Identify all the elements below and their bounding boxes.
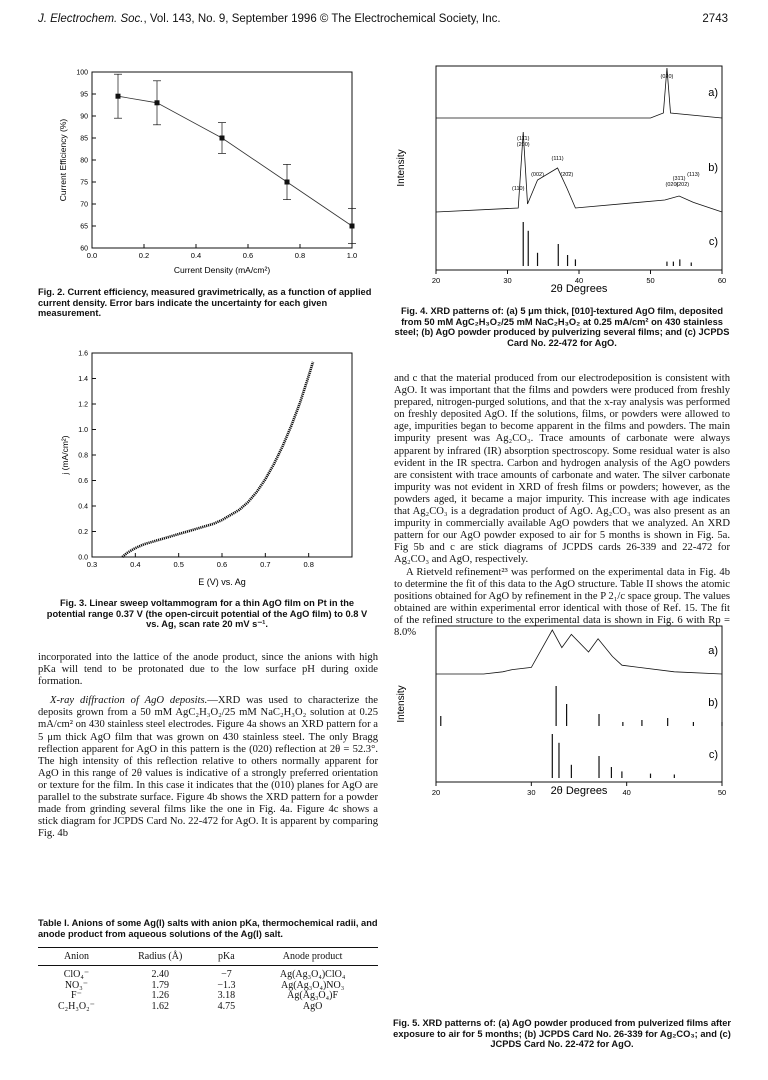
x-tick-label: 40 — [622, 788, 631, 797]
y-tick-label: 75 — [80, 179, 88, 187]
y-tick-label: 0.8 — [78, 452, 88, 460]
table-1-caption: Table I. Anions of some Ag(I) salts with anion pKa, thermochemical radii, and anode product from aqueous solutions of the Ag(I) salt. — [38, 918, 378, 939]
x-tick-label: 30 — [503, 276, 512, 285]
y-tick-label: 95 — [80, 91, 88, 99]
peak-label: (20̄2) — [560, 172, 574, 178]
y-tick-label: 0.4 — [78, 503, 88, 511]
x-axis-label: E (V) vs. Ag — [198, 577, 246, 587]
x-tick-label: 0.5 — [173, 560, 184, 569]
table-1 — [38, 918, 378, 1012]
x-tick-label: 0.6 — [242, 251, 254, 260]
y-tick-label: 0.6 — [78, 478, 88, 485]
x-tick-label: 60 — [717, 276, 727, 285]
y-tick-label: 1.2 — [78, 401, 88, 409]
table-header: Radius (Å) — [115, 948, 206, 966]
fig3-caption: Fig. 3. Linear sweep voltammogram for a thin AgO film on Pt in the potential range 0.37 V (the open-circuit potential of the AgO film) to 0.8 V vs. Ag, scan rate 20 mV s⁻¹. — [46, 598, 368, 630]
series-label: b) — [708, 162, 718, 174]
x-tick-label: 0.7 — [260, 560, 271, 569]
x-tick-label: 50 — [717, 788, 727, 797]
x-tick-label: 0.3 — [86, 560, 98, 569]
y-axis-label: Intensity — [396, 149, 407, 187]
plot-frame — [436, 626, 722, 782]
x-axis-label: 2θ Degrees — [550, 283, 608, 295]
table-row: C₂H₃O₂⁻ 1.62 4.75 AgO — [58, 1000, 323, 1012]
peak-label: (202) — [676, 182, 690, 188]
data-point — [285, 180, 290, 185]
data-point — [155, 100, 160, 105]
x-axis-label: Current Density (mA/cm²) — [173, 265, 271, 275]
table-row: F⁻ 1.26 3.18 Ag(Ag₃O₄)F — [71, 990, 339, 1002]
fig4-chart — [392, 58, 732, 300]
y-tick-label: 1.0 — [78, 427, 88, 434]
plot-frame — [92, 353, 352, 557]
series-label: a) — [708, 645, 718, 657]
pattern-line — [436, 132, 722, 212]
paragraph-xray: X-ray diffraction of AgO deposits.—XRD was used to characterize the deposits grown from a 50 mM AgC₂H₃O₂/25 mM NaC₂H₃O₂ solution at 0.25 mA/cm² on 430 stainless steel electrodes. Figure 4a shows an XRD pattern for a 5 μm thick AgO film that was grown on 430 stainless steel. The only Bragg reflection apparent for AgO in this pattern is the (020) reflection at 2θ = 52.3°. The high intensity of this reflection relative to others normally apparent for AgO in this range of 2θ values is indicative of a strongly preferred orientation or texture for the film. In this case it indicates that the (010) planes for AgO are parallel to the substrate surface. Figure 4b shows the XRD pattern for a powder made from grinding several films like the one in Fig. 4a. Figure 4c shows a stick diagram for JCPDS Card No. 22-472 for AgO. It is apparent by comparing Fig. 4b — [38, 695, 378, 840]
right-column-text — [394, 373, 730, 639]
fig5-caption: Fig. 5. XRD patterns of: (a) AgO powder produced from pulverized films after exposure to air for 5 months; (b) JCPDS Card No. 26-339 for Ag₂CO₃; and (c) JCPDS Card No. 22-472 for AgO. — [393, 1018, 731, 1050]
x-tick-label: 0.8 — [294, 251, 306, 260]
series-label: c) — [708, 749, 718, 761]
x-tick-label: 40 — [574, 276, 584, 285]
y-tick-label: 0.0 — [78, 554, 88, 562]
x-tick-label: 0.4 — [190, 251, 202, 260]
peak-label: (020) — [665, 182, 679, 188]
series-label: c) — [708, 236, 718, 248]
y-tick-label: 1.4 — [78, 376, 88, 383]
series-label: b) — [708, 697, 718, 709]
data-point — [116, 94, 121, 99]
peak-label: (002) — [531, 172, 544, 178]
y-tick-label: 80 — [80, 157, 88, 165]
table-row: NO₃⁻ 1.79 −1.3 Ag(Ag₃O₄)NO₃ — [64, 979, 345, 991]
peak-label: (113) — [687, 172, 700, 178]
y-tick-label: 70 — [80, 201, 88, 209]
y-tick-label: 65 — [80, 223, 88, 231]
x-tick-label: 1.0 — [346, 251, 358, 260]
fig2-chart — [52, 62, 372, 284]
paragraph-impurities: and c that the material produced from our electrodeposition is consistent with AgO. It was important that the films and powders were produced from freshly prepared, nitrogen-purged solutions, and that the x-ray analysis was performed on freshly deposited AgO. If the solutions, films, or powders were allowed to age, impurities began to become apparent in the films and powders. The main impurity present was Ag₂CO₃. Trace amounts of carbonate were always apparent by infrared (IR) absorption spectroscopy. Some residual water is also evident in the IR spectra. Carbon and hydrogen analysis of the AgO powders are consistent with trace amounts of carbonate and water. The silver carbonate impurity was not evident in XRD of fresh films or powders; however, as the powders aged, it became a major impurity. This increase with age indicates that Ag₂CO₃ is a degradation product of AgO. Ag₂CO₃ was also present as an impurity in commercially available AgO powders that we analyzed. An XRD pattern for our AgO powder exposed to air for 5 months is shown in Fig. 5a. Fig 5b and c are stick diagrams of JCPDS cards 26-339 and 22-472 for Ag₂CO₃ and AgO, respectively. — [394, 373, 730, 566]
x-tick-label: 20 — [431, 788, 441, 797]
pattern-line — [436, 630, 722, 674]
peak-label: (200) — [516, 142, 530, 148]
x-tick-label: 20 — [431, 276, 441, 285]
x-tick-label: 0.6 — [216, 560, 228, 569]
journal-citation: J. Electrochem. Soc., Vol. 143, No. 9, September 1996 © The Electrochemical Society, Inc. — [38, 13, 501, 25]
peak-label: (020) — [660, 74, 674, 80]
data-trace — [122, 362, 313, 557]
y-axis-label: Intensity — [396, 685, 407, 723]
y-tick-label: 60 — [80, 245, 88, 253]
x-tick-label: 0.4 — [130, 560, 141, 569]
y-tick-label: 100 — [76, 69, 88, 77]
left-column-text — [38, 652, 378, 840]
y-tick-label: 1.6 — [78, 350, 88, 358]
y-axis-label: Current Efficiency (%) — [58, 118, 68, 202]
table-header: Anode product — [247, 948, 378, 966]
peak-label: (110) — [512, 186, 525, 192]
peak-label: (11̄1) — [517, 136, 530, 142]
peak-label: (31̄1) — [672, 176, 686, 182]
x-tick-label: 0.2 — [138, 251, 150, 260]
x-tick-label: 50 — [646, 276, 655, 285]
fig3-chart — [52, 345, 372, 593]
peak-label: (111) — [551, 156, 564, 162]
fig4-caption: Fig. 4. XRD patterns of: (a) 5 μm thick, [010]-textured AgO film, deposited from 50 mM AgC₂H₃O₂/25 mM NaC₂H₃O₂ at 0.25 mA/cm² on 430 stainless steel; (b) AgO powder produced by pulverizing several films; and (c) JCPDS Card No. 22-472 for AgO. — [394, 306, 730, 348]
table-header: Anion — [38, 948, 115, 966]
table-header: pKa — [206, 948, 248, 966]
plot-frame — [436, 66, 722, 270]
x-tick-label: 30 — [527, 788, 536, 797]
section-heading-xray: X-ray diffraction of AgO deposits. — [50, 695, 208, 707]
pattern-line — [436, 68, 722, 118]
y-tick-label: 85 — [80, 135, 88, 143]
table-row: ClO₄⁻ 2.40 −7 Ag(Ag₃O₄)ClO₄ — [63, 969, 346, 981]
x-tick-label: 0.8 — [303, 560, 314, 569]
y-tick-label: 0.2 — [78, 529, 88, 536]
paragraph-anion: incorporated into the lattice of the anode product, since the anions with high pKa will tend to be protonated due to the low surface pH during oxide formation. — [38, 652, 378, 688]
series-label: a) — [708, 87, 718, 99]
x-axis-label: 2θ Degrees — [550, 785, 608, 797]
data-line — [118, 96, 352, 226]
paragraph-rietveld: A Rietveld refinement²³ was performed on the experimental data in Fig. 4b to determine the fit of this data to the AgO structure. Table II shows the atomic positions obtained for AgO by refinement in the P 2₁/c space group. The values obtained are within experimental error identical with those of Ref. 15. The fit of the refined structure to the experimental data is shown in Fig. 6 with Rp = 8.0% — [394, 566, 730, 638]
y-tick-label: 90 — [80, 113, 88, 121]
fig2-caption: Fig. 2. Current efficiency, measured gravimetrically, as a function of applied current density. Error bars indicate the uncertainty for each given measurement. — [38, 287, 372, 319]
y-axis-label: j (mA/cm²) — [60, 435, 70, 475]
fig5-chart — [392, 618, 732, 797]
page-number: 2743 — [702, 13, 728, 25]
x-tick-label: 0.0 — [86, 251, 98, 260]
data-point — [220, 136, 225, 141]
data-point — [350, 224, 355, 229]
